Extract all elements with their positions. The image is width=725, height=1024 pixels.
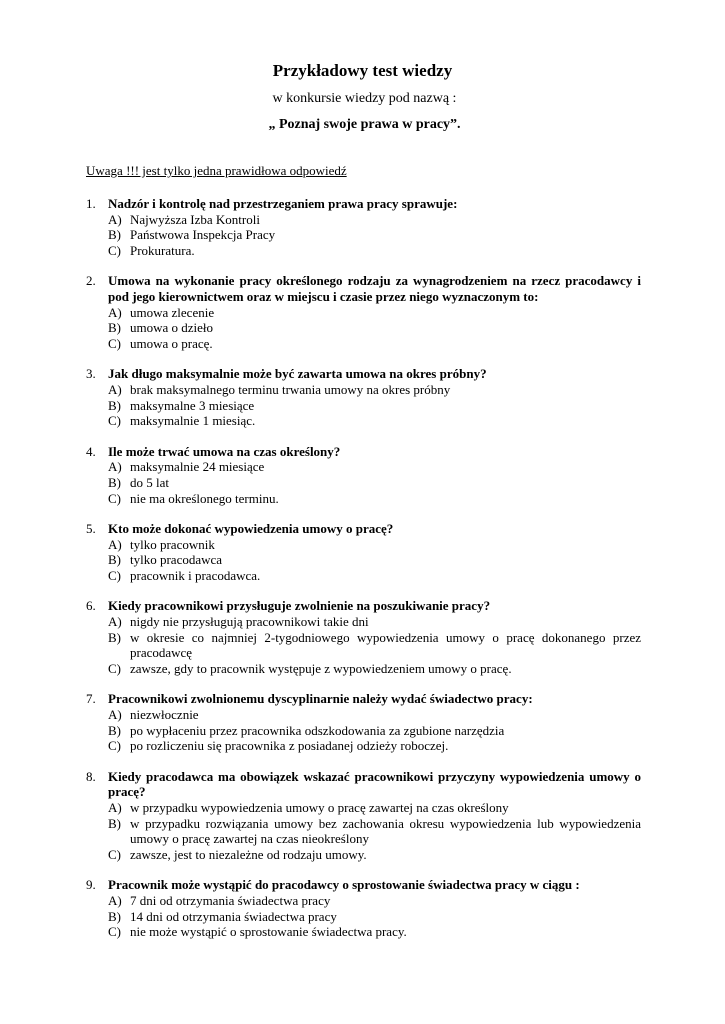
answer-letter: A) — [108, 536, 122, 552]
answer-option — [86, 475, 641, 491]
answer-text: tylko pracownik — [130, 536, 215, 552]
answer-letter: C) — [108, 242, 121, 258]
question-item — [86, 877, 641, 939]
question-header — [86, 691, 641, 707]
answer-letter: C) — [108, 924, 121, 940]
answer-text: pracownik i pracodawca. — [130, 567, 261, 583]
answer-letter: B) — [108, 815, 121, 831]
answer-text: umowa zlecenie — [130, 304, 215, 320]
question-number: 8. — [86, 768, 96, 784]
answer-text: po rozliczeniu się pracownika z posiadanej odzieży roboczej. — [130, 738, 449, 754]
answer-option — [86, 537, 641, 553]
answer-text: Prokuratura. — [130, 242, 195, 258]
answer-indent — [86, 707, 108, 723]
answer-letter: B) — [108, 552, 121, 568]
answer-letter: B) — [108, 397, 121, 413]
answer-option — [86, 227, 641, 243]
question-text: Pracownik może wystąpić do pracodawcy o sprostowanie świadectwa pracy w ciągu : — [108, 877, 580, 893]
answer-text: nigdy nie przysługują pracownikowi takie dni — [130, 614, 369, 630]
answer-indent — [86, 459, 108, 475]
answer-letter: C) — [108, 335, 121, 351]
answer-indent — [86, 893, 108, 909]
answer-indent — [86, 816, 108, 847]
question-header — [86, 366, 641, 382]
page-title: Przykładowy test wiedzy — [272, 61, 453, 80]
answer-option — [86, 552, 641, 568]
question-item — [86, 196, 641, 258]
answer-indent — [86, 738, 108, 754]
answer-option — [86, 800, 641, 816]
answer-text: maksymalnie 24 miesiące — [130, 459, 265, 475]
answer-indent — [86, 924, 108, 940]
answer-indent — [86, 475, 108, 491]
question-number: 5. — [86, 521, 96, 537]
answer-text: do 5 lat — [130, 474, 169, 490]
question-text: Jak długo maksymalnie może być zawarta umowa na okres próbny? — [108, 366, 487, 382]
answer-option — [86, 212, 641, 228]
answer-letter: A) — [108, 381, 122, 397]
answer-text: nie może wystąpić o sprostowanie świadectwa pracy. — [130, 924, 407, 940]
answer-text: w przypadku rozwiązania umowy bez zachowania okresu wypowiedzenia lub wypowiedzenia umowy o pracę zawartej na czas nieokreślony — [130, 815, 641, 847]
answer-indent — [86, 909, 108, 925]
answer-text: brak maksymalnego terminu trwania umowy na okres próbny — [130, 381, 451, 397]
answer-option — [86, 661, 641, 677]
question-header — [86, 273, 641, 304]
question-number: 7. — [86, 691, 96, 707]
answer-indent — [86, 336, 108, 352]
answer-option — [86, 382, 641, 398]
question-header — [86, 598, 641, 614]
answer-letter: B) — [108, 722, 121, 738]
answer-letter: C) — [108, 846, 121, 862]
question-text: Pracownikowi zwolnionemu dyscyplinarnie należy wydać świadectwo pracy: — [108, 691, 533, 707]
question-item — [86, 521, 641, 583]
question-number: 6. — [86, 598, 96, 614]
contest-name: „ Poznaj swoje prawa w pracy”. — [268, 117, 461, 132]
question-text: Ile może trwać umowa na czas określony? — [108, 443, 341, 459]
answer-letter: B) — [108, 227, 121, 243]
question-text: Kiedy pracownikowi przysługuje zwolnienie na poszukiwanie pracy? — [108, 598, 491, 614]
answer-letter: A) — [108, 892, 122, 908]
answer-indent — [86, 413, 108, 429]
answer-indent — [86, 212, 108, 228]
answer-letter: A) — [108, 614, 122, 630]
question-header — [86, 196, 641, 212]
answer-text: zawsze, jest to niezależne od rodzaju umowy. — [130, 846, 367, 862]
answer-text: po wypłaceniu przez pracownika odszkodowania za zgubione narzędzia — [130, 722, 505, 738]
answer-indent — [86, 243, 108, 259]
answer-letter: C) — [108, 490, 121, 506]
answer-text: maksymalne 3 miesiące — [130, 397, 255, 413]
answer-option — [86, 738, 641, 754]
question-item — [86, 366, 641, 428]
answer-option — [86, 305, 641, 321]
question-number: 1. — [86, 196, 96, 211]
answer-option — [86, 243, 641, 259]
answer-letter: C) — [108, 660, 121, 676]
answer-text: nie ma określonego terminu. — [130, 490, 279, 506]
answer-indent — [86, 552, 108, 568]
answer-indent — [86, 227, 108, 243]
answer-text: niezwłocznie — [130, 707, 199, 723]
answer-option — [86, 459, 641, 475]
question-item — [86, 598, 641, 676]
question-header — [86, 877, 641, 893]
answer-text: 7 dni od otrzymania świadectwa pracy — [130, 892, 331, 908]
answer-text: tylko pracodawca — [130, 552, 223, 568]
answer-option — [86, 723, 641, 739]
answer-letter: C) — [108, 567, 121, 583]
page-subtitle: w konkursie wiedzy pod nazwą : — [272, 91, 457, 106]
answer-letter: A) — [108, 707, 122, 723]
answer-text: w przypadku wypowiedzenia umowy o pracę zawartej na czas określony — [130, 800, 509, 815]
answer-letter: A) — [108, 211, 122, 227]
question-list — [86, 196, 641, 955]
answer-letter: B) — [108, 474, 121, 490]
answer-option — [86, 491, 641, 507]
question-number: 9. — [86, 877, 96, 893]
answer-option — [86, 320, 641, 336]
answer-letter: C) — [108, 413, 121, 429]
answer-option — [86, 924, 641, 940]
answer-option — [86, 816, 641, 847]
answer-letter: C) — [108, 738, 121, 754]
answer-indent — [86, 537, 108, 553]
answer-option — [86, 909, 641, 925]
question-header — [86, 521, 641, 537]
answer-option — [86, 630, 641, 661]
answer-indent — [86, 614, 108, 630]
question-item — [86, 273, 641, 351]
answer-option — [86, 568, 641, 584]
question-item — [86, 444, 641, 506]
answer-letter: B) — [108, 908, 121, 924]
answer-letter: A) — [108, 800, 122, 815]
answer-letter: A) — [108, 459, 122, 475]
question-number: 2. — [86, 273, 96, 289]
answer-text: zawsze, gdy to pracownik występuje z wypowiedzeniem umowy o pracę. — [130, 660, 512, 676]
answer-text: umowa o dzieło — [130, 320, 214, 336]
answer-text: umowa o pracę. — [130, 335, 213, 351]
answer-letter: B) — [108, 320, 121, 336]
answer-indent — [86, 630, 108, 661]
question-text: Kto może dokonać wypowiedzenia umowy o pracę? — [108, 521, 394, 537]
answer-indent — [86, 382, 108, 398]
answer-text: w okresie co najmniej 2-tygodniowego wypowiedzenia umowy o pracę dokonanego przez pracodawcę — [130, 629, 641, 661]
answer-option — [86, 413, 641, 429]
answer-indent — [86, 305, 108, 321]
question-header — [86, 769, 641, 800]
answer-indent — [86, 491, 108, 507]
answer-indent — [86, 320, 108, 336]
answer-indent — [86, 723, 108, 739]
question-number: 3. — [86, 366, 96, 382]
answer-option — [86, 847, 641, 863]
answer-indent — [86, 847, 108, 863]
question-item — [86, 691, 641, 753]
answer-letter: B) — [108, 629, 121, 645]
answer-text: 14 dni od otrzymania świadectwa pracy — [130, 908, 337, 924]
answer-option — [86, 398, 641, 414]
answer-text: Najwyższa Izba Kontroli — [130, 211, 260, 227]
answer-indent — [86, 398, 108, 414]
answer-option — [86, 893, 641, 909]
answer-option — [86, 707, 641, 723]
question-header — [86, 444, 641, 460]
answer-text: maksymalnie 1 miesiąc. — [130, 413, 256, 429]
instruction-note: Uwaga !!! jest tylko jedna prawidłowa odpowiedź — [86, 163, 347, 178]
answer-option — [86, 336, 641, 352]
question-text: Nadzór i kontrolę nad przestrzeganiem prawa pracy sprawuje: — [108, 196, 458, 211]
question-text: Umowa na wykonanie pracy określonego rodzaju za wynagrodzeniem na rzecz pracodawcy i pod jego kierownictwem oraz w miejscu i czasie przez niego wyznaczonym to: — [108, 273, 641, 304]
answer-indent — [86, 661, 108, 677]
answer-option — [86, 614, 641, 630]
answer-text: Państwowa Inspekcja Pracy — [130, 227, 276, 243]
question-text: Kiedy pracodawca ma obowiązek wskazać pracownikowi przyczyny wypowiedzenia umowy o pracę? — [108, 768, 641, 800]
question-number: 4. — [86, 443, 96, 459]
answer-indent — [86, 568, 108, 584]
question-item — [86, 769, 641, 863]
answer-letter: A) — [108, 304, 122, 320]
answer-indent — [86, 800, 108, 816]
